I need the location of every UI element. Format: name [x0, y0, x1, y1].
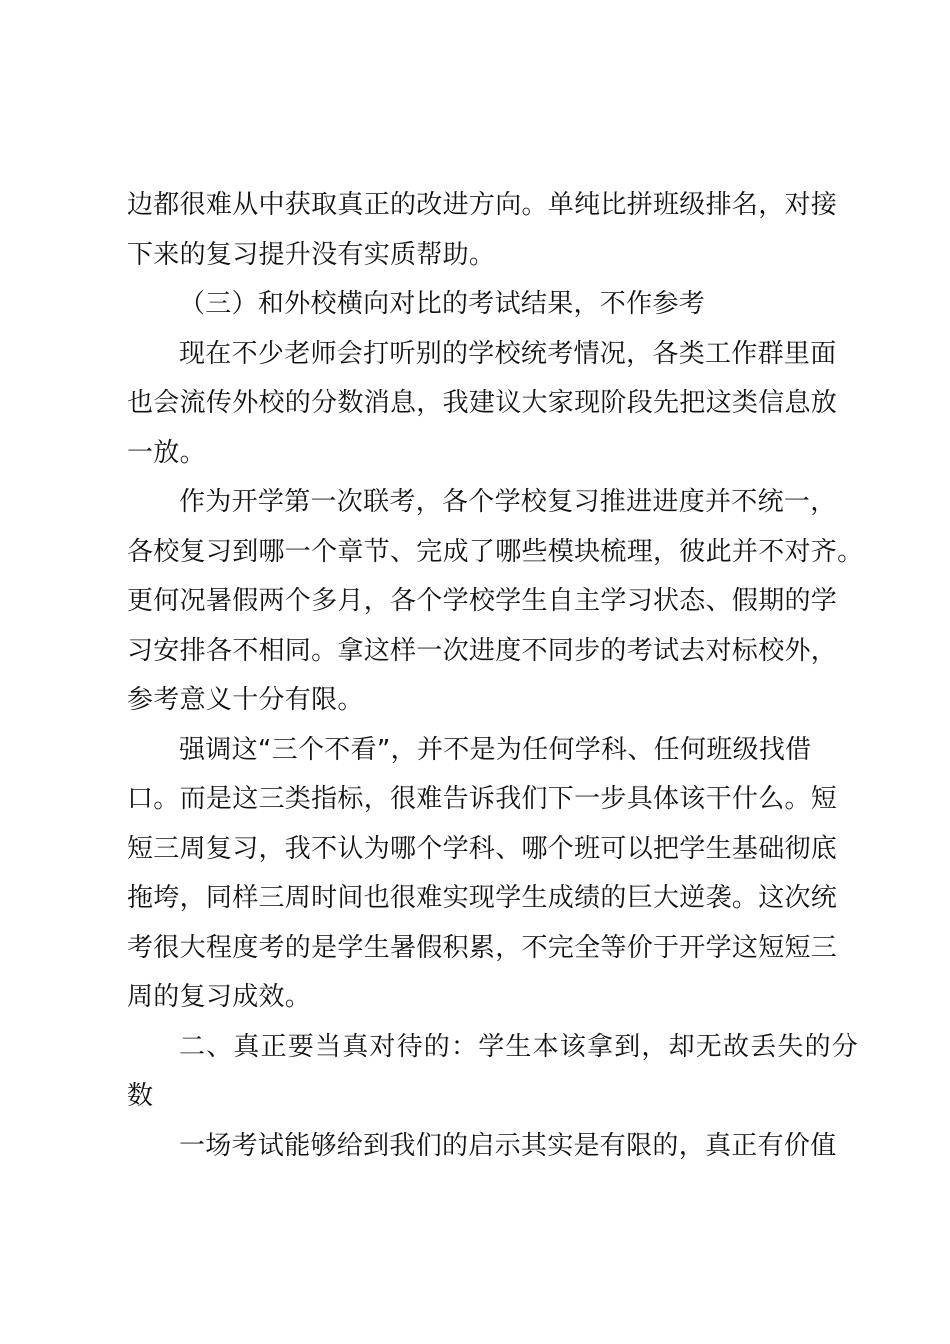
text-line: 口。而是这三类指标，很难告诉我们下一步具体该干什么。短 — [127, 784, 838, 814]
text-line: 强调这“三个不看”，并不是为任何学科、任何班级找借 — [179, 734, 812, 765]
text-line: 参考意义十分有限。 — [127, 685, 364, 715]
text-line: 更何况暑假两个多月，各个学校学生自主学习状态、假期的学 — [127, 586, 838, 616]
section-heading: 二、真正要当真对待的：学生本该拿到，却无故丢失的分 — [179, 1031, 860, 1062]
text-line: 习安排各不相同。拿这样一次进度不同步的考试去对标校外， — [127, 635, 838, 666]
text-line: 考很大程度考的是学生暑假积累，不完全等价于开学这短短三 — [127, 932, 838, 963]
text-line: 作为开学第一次联考，各个学校复习推进进度并不统一， — [179, 487, 837, 517]
text-line: 周的复习成效。 — [127, 982, 312, 1012]
text-line: 一场考试能够给到我们的启示其实是有限的，真正有价值 — [179, 1130, 837, 1161]
text-line: 边都很难从中获取真正的改进方向。单纯比拼班级排名，对接 — [127, 190, 838, 220]
text-line: 下来的复习提升没有实质帮助。 — [127, 239, 496, 270]
text-line: 短三周复习，我不认为哪个学科、哪个班可以把学生基础彻底 — [127, 833, 838, 864]
text-line: 各校复习到哪一个章节、完成了哪些模块梳理，彼此并不对齐。 — [127, 536, 864, 567]
text-line: 一放。 — [127, 437, 206, 468]
text-line: 拖垮，同样三周时间也很难实现学生成绩的巨大逆袭。这次统 — [127, 883, 838, 913]
document-body — [127, 181, 864, 1171]
section-subheading: （三）和外校横向对比的考试结果，不作参考 — [179, 289, 706, 319]
text-line: 现在不少老师会打听别的学校统考情况，各类工作群里面 — [179, 338, 837, 369]
text-line: 数 — [127, 1081, 154, 1111]
text-line: 也会流传外校的分数消息，我建议大家现阶段先把这类信息放 — [127, 388, 838, 418]
